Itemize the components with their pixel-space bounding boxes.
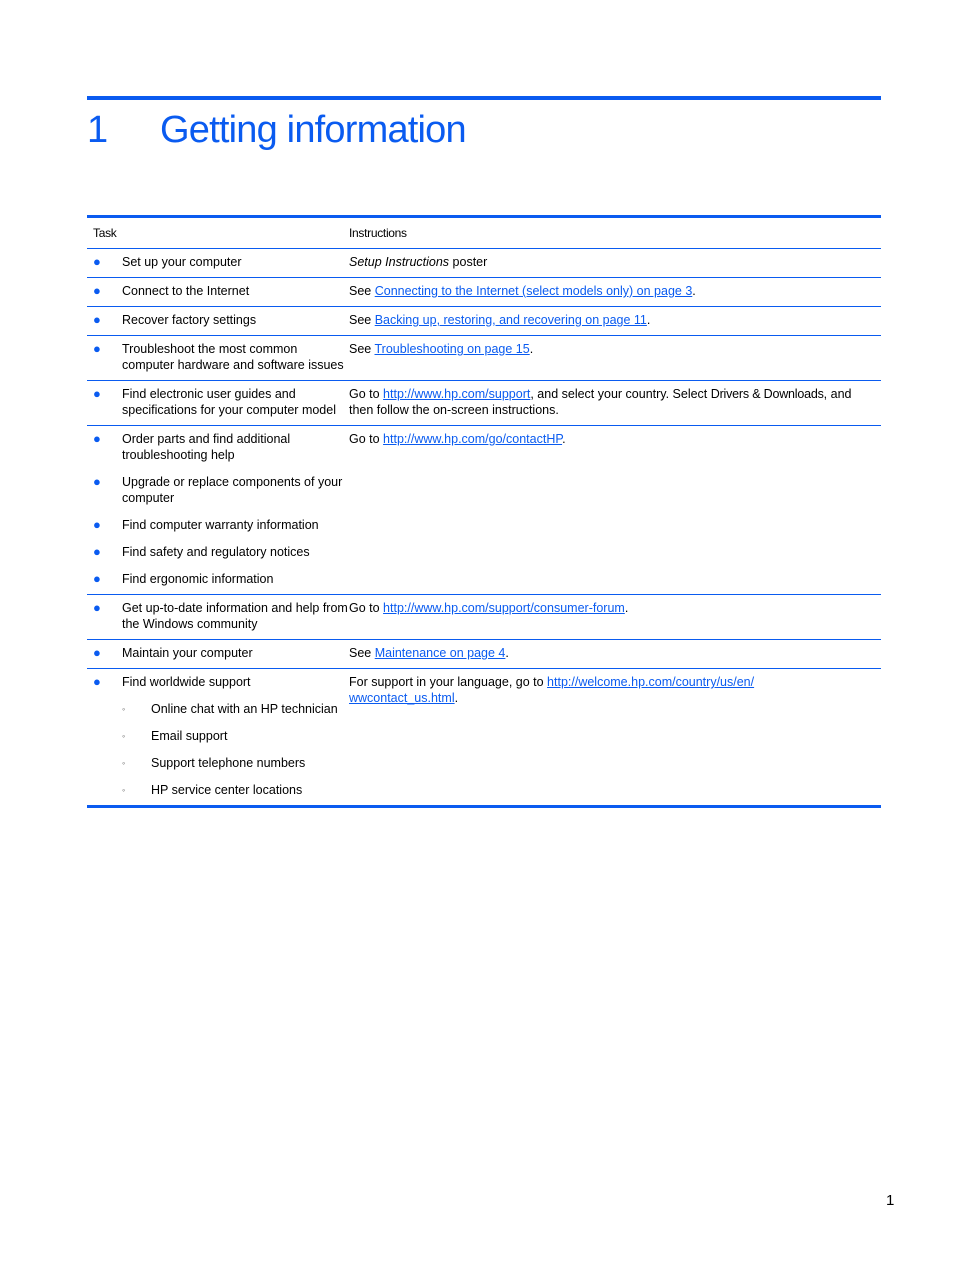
instruction-link[interactable]: Connecting to the Internet (select models only) on page 3 <box>374 284 693 298</box>
instruction-strong: Drivers & Downloads <box>710 387 824 401</box>
task-cell <box>87 645 349 661</box>
task-item <box>93 674 349 798</box>
subtask-list <box>93 701 338 798</box>
table-header-row <box>87 218 881 249</box>
chapter-heading <box>87 106 466 154</box>
task-item <box>93 645 349 661</box>
instruction-text: poster <box>449 255 488 269</box>
chapter-rule <box>87 96 881 100</box>
task-text: Maintain your computer <box>122 646 253 660</box>
instruction-link[interactable]: http://www.hp.com/support/consumer-forum <box>383 601 625 615</box>
instruction-text: . <box>454 691 459 705</box>
task-text: Order parts and find additional troubleshooting help <box>122 432 291 462</box>
task-text: Find worldwide support <box>122 675 251 689</box>
task-text: Find ergonomic information <box>122 572 274 586</box>
task-item <box>93 517 349 533</box>
instructions-cell <box>349 431 881 587</box>
task-text: Find safety and regulatory notices <box>122 545 310 559</box>
task-cell <box>87 254 349 270</box>
bullet-icon: ● <box>93 386 101 401</box>
table-row <box>87 277 881 306</box>
task-cell <box>87 674 349 798</box>
instruction-emphasis: Setup Instructions <box>349 255 450 269</box>
table-body <box>87 249 881 805</box>
instruction-link[interactable]: Troubleshooting on page 15 <box>374 342 530 356</box>
task-cell <box>87 386 349 418</box>
page-number: 1 <box>886 1192 895 1209</box>
task-table <box>87 215 881 808</box>
bullet-icon: ● <box>93 474 101 489</box>
instruction-text: . <box>529 342 534 356</box>
task-cell <box>87 312 349 328</box>
instructions-cell <box>349 386 881 418</box>
bullet-icon: ● <box>93 600 101 615</box>
instructions-cell <box>349 312 881 328</box>
task-item <box>93 600 349 632</box>
instruction-text: Go to <box>349 432 384 446</box>
bullet-icon: ● <box>93 283 101 298</box>
instruction-link[interactable]: Backing up, restoring, and recovering on page 11 <box>374 313 647 327</box>
task-text: Upgrade or replace components of your computer <box>122 475 343 505</box>
bullet-icon: ● <box>93 312 101 327</box>
task-cell <box>87 600 349 632</box>
bullet-icon: ● <box>93 645 101 660</box>
subtask-text: Email support <box>151 729 228 743</box>
sub-bullet-icon: ◦ <box>122 704 126 714</box>
bullet-icon: ● <box>93 341 101 356</box>
chapter-title: Getting information <box>160 109 466 151</box>
task-item <box>93 474 349 506</box>
instructions-cell <box>349 254 881 270</box>
task-text: Troubleshoot the most common computer hardware and software issues <box>122 342 344 372</box>
bullet-icon: ● <box>93 254 101 269</box>
instruction-link[interactable]: http://welcome.hp.com/country/us/en/ <box>547 675 755 689</box>
task-item <box>93 283 349 299</box>
instruction-link[interactable]: http://www.hp.com/support <box>383 387 531 401</box>
bullet-icon: ● <box>93 517 101 532</box>
task-text: Find computer warranty information <box>122 518 319 532</box>
subtask-item <box>93 755 338 771</box>
instruction-text: . <box>692 284 696 298</box>
subtask-text: Online chat with an HP technician <box>151 702 338 716</box>
task-cell <box>87 341 349 373</box>
table-row <box>87 668 881 805</box>
subtask-item <box>93 782 338 798</box>
table-row <box>87 425 881 594</box>
instruction-text: Go to <box>349 601 384 615</box>
task-text: Find electronic user guides and specifications for your computer model <box>122 387 336 417</box>
subtask-text: Support telephone numbers <box>151 756 306 770</box>
table-row <box>87 335 881 380</box>
task-item <box>93 312 349 328</box>
task-item <box>93 571 349 587</box>
table-row <box>87 249 881 277</box>
instructions-cell <box>349 341 881 373</box>
instruction-text: . <box>646 313 651 327</box>
instruction-text: See <box>349 646 375 660</box>
task-item <box>93 341 349 373</box>
task-item <box>93 254 349 270</box>
instructions-cell <box>349 600 881 632</box>
subtask-text: HP service center locations <box>151 783 303 797</box>
instructions-cell <box>349 674 881 798</box>
instruction-text: See <box>349 313 375 327</box>
chapter-number: 1 <box>87 109 108 151</box>
table-row <box>87 639 881 668</box>
instruction-text: . <box>624 601 629 615</box>
instruction-link[interactable]: http://www.hp.com/go/contactHP <box>383 432 563 446</box>
instructions-cell <box>349 283 881 299</box>
header-instructions: Instructions <box>349 226 407 240</box>
instruction-text: , and then follow the on-screen instructions. <box>349 387 852 417</box>
bullet-icon: ● <box>93 431 101 446</box>
task-text: Set up your computer <box>122 255 242 269</box>
instruction-text: , and select your country. Select <box>530 387 711 401</box>
task-cell <box>87 431 349 587</box>
task-text: Get up-to-date information and help from the Windows community <box>122 601 348 631</box>
sub-bullet-icon: ◦ <box>122 758 126 768</box>
task-item <box>93 386 349 418</box>
instruction-text: See <box>349 342 375 356</box>
bullet-icon: ● <box>93 544 101 559</box>
instruction-text: Go to <box>349 387 384 401</box>
sub-bullet-icon: ◦ <box>122 785 126 795</box>
instruction-text: See <box>349 284 375 298</box>
instruction-text: . <box>505 646 509 660</box>
instructions-cell <box>349 645 881 661</box>
instruction-link[interactable]: wwcontact_us.html <box>349 691 455 705</box>
instruction-text: For support in your language, go to <box>349 675 548 689</box>
task-item <box>93 544 349 560</box>
task-text: Connect to the Internet <box>122 284 250 298</box>
bullet-icon: ● <box>93 571 101 586</box>
instruction-text: . <box>562 432 566 446</box>
bullet-icon: ● <box>93 674 101 689</box>
table-row <box>87 380 881 425</box>
task-text: Recover factory settings <box>122 313 257 327</box>
instruction-link[interactable]: Maintenance on page 4 <box>374 646 506 660</box>
task-cell <box>87 283 349 299</box>
subtask-item <box>93 728 338 744</box>
task-item <box>93 431 349 463</box>
table-row <box>87 594 881 639</box>
sub-bullet-icon: ◦ <box>122 731 126 741</box>
subtask-item <box>93 701 338 717</box>
table-row <box>87 306 881 335</box>
header-task: Task <box>93 226 117 240</box>
